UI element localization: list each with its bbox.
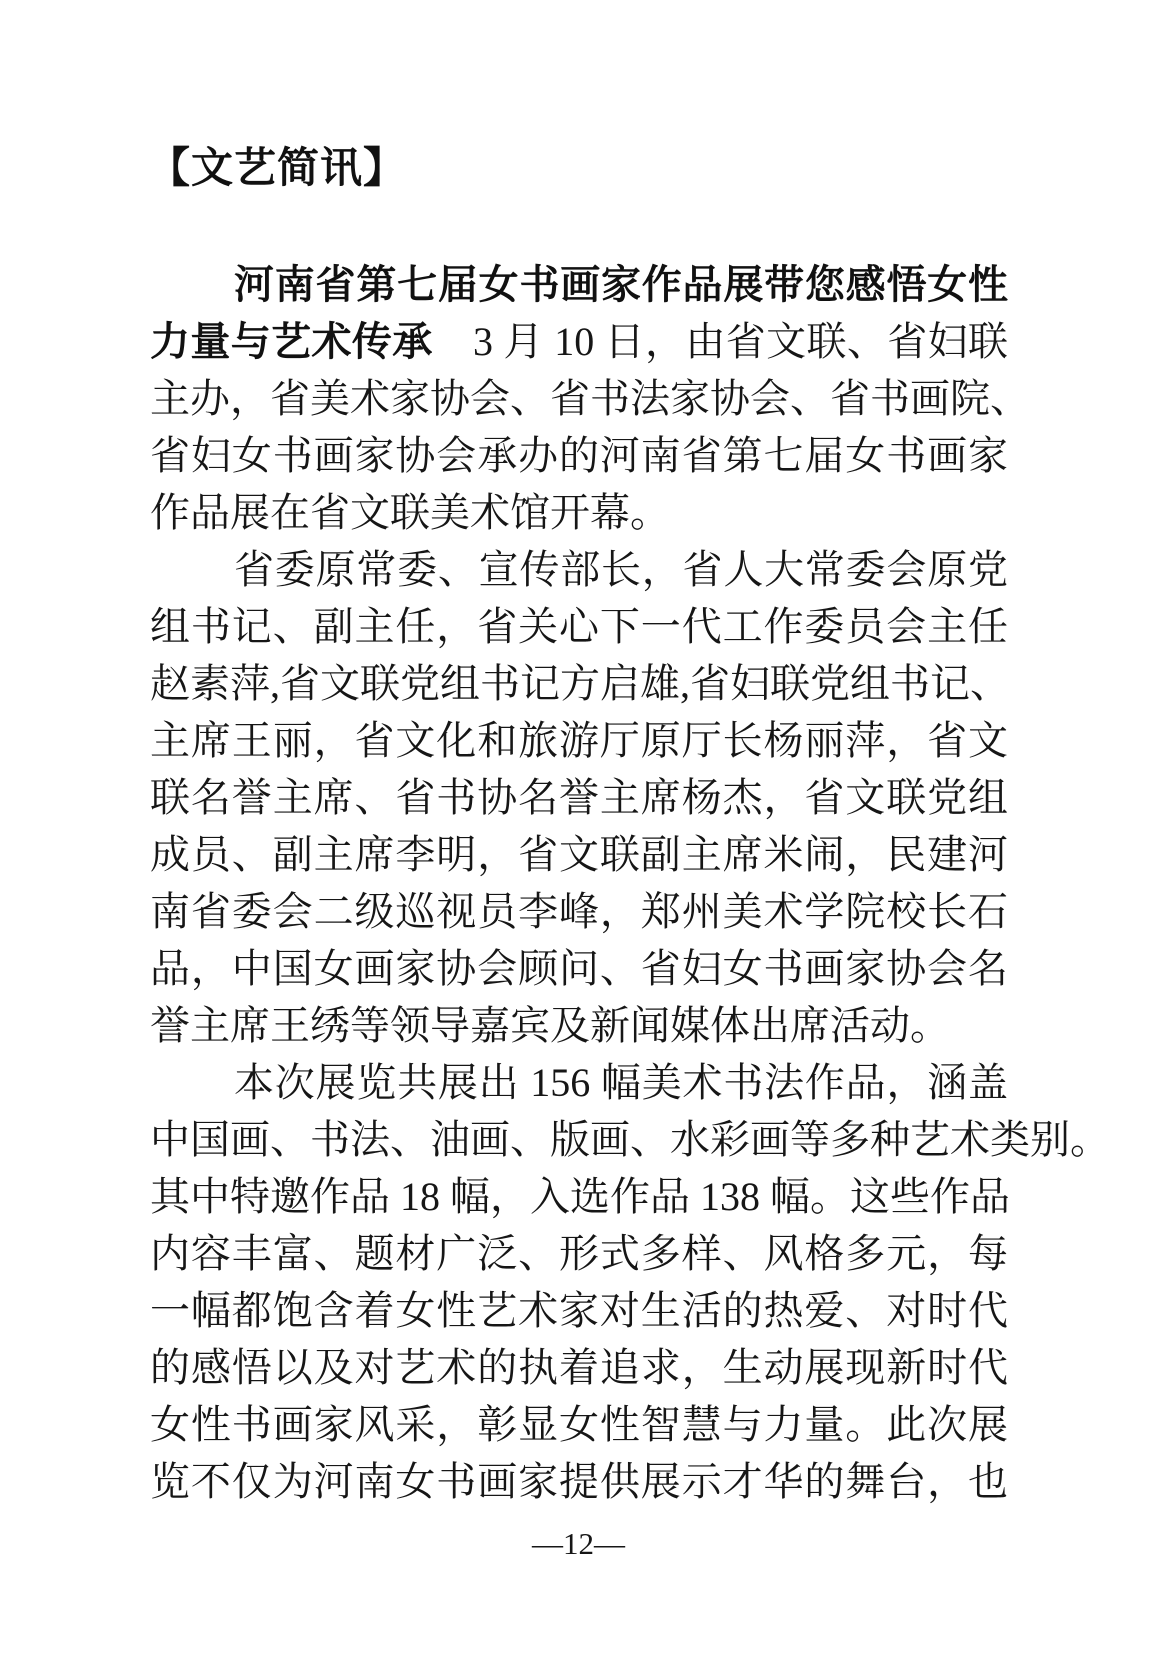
paragraph-3-line-3: 其中特邀作品 18 幅，入选作品 138 幅。这些作品 [150, 1174, 1010, 1219]
paragraph-2-line-6: 成员、副主席李明，省文联副主席米闹，民建河 [150, 832, 1008, 877]
paragraph-2-line-1: 省委原常委、宣传部长，省人大常委会原党 [234, 547, 1008, 592]
text-segment: 3 月 10 日，由省文联、省妇联 [432, 319, 1009, 364]
paragraph-1-line-5: 作品展在省文联美术馆开幕。 [150, 490, 670, 535]
paragraph-1-line-4: 省妇女书画家协会承办的河南省第七届女书画家 [150, 433, 1008, 478]
paragraph-3-line-2: 中国画、书法、油画、版画、水彩画等多种艺术类别。 [150, 1117, 1110, 1162]
paragraph-3-line-1: 本次展览共展出 156 幅美术书法作品，涵盖 [234, 1060, 1008, 1105]
article-body [150, 256, 1110, 1510]
paragraph-2-line-4: 主席王丽，省文化和旅游厅原厅长杨丽萍，省文 [150, 718, 1008, 763]
page-number: —12— [532, 1526, 625, 1561]
paragraph-3-line-5: 一幅都饱含着女性艺术家对生活的热爱、对时代 [150, 1288, 1008, 1333]
paragraph-2-line-9: 誉主席王绣等领导嘉宾及新闻媒体出席活动。 [150, 1003, 950, 1048]
article-title-bold: 河南省第七届女书画家作品展带您感悟女性 [234, 263, 1008, 307]
paragraph-2-line-5: 联名誉主席、省书协名誉主席杨杰，省文联党组 [150, 775, 1008, 820]
paragraph-3-line-4: 内容丰富、题材广泛、形式多样、风格多元，每 [150, 1231, 1008, 1276]
paragraph-1-line-3: 主办，省美术家协会、省书法家协会、省书画院、 [150, 376, 1030, 421]
paragraph-2-line-2: 组书记、副主任，省关心下一代工作委员会主任 [150, 604, 1008, 649]
paragraph-3-line-6: 的感悟以及对艺术的执着追求，生动展现新时代 [150, 1345, 1008, 1390]
paragraph-1-line-1 [150, 256, 1008, 313]
paragraph-3-line-7: 女性书画家风采，彰显女性智慧与力量。此次展 [150, 1402, 1008, 1447]
paragraph-1-line-2 [150, 313, 1008, 370]
paragraph-2-line-3: 赵素萍,省文联党组书记方启雄,省妇联党组书记、 [150, 661, 1010, 706]
article-title-bold: 力量与艺术传承 [150, 320, 433, 364]
paragraph-3-line-8: 览不仅为河南女书画家提供展示才华的舞台，也 [150, 1459, 1008, 1504]
paragraph-2-line-7: 南省委会二级巡视员李峰，郑州美术学院校长石 [150, 889, 1008, 934]
section-header: 【文艺简讯】 [148, 144, 407, 191]
paragraph-2-line-8: 品，中国女画家协会顾问、省妇女书画家协会名 [150, 946, 1008, 991]
